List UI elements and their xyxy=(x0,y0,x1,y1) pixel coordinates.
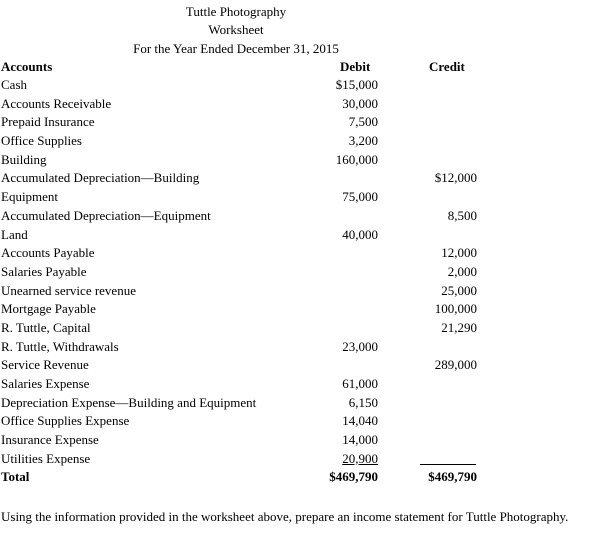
debit-amount: 20,900 xyxy=(342,450,378,466)
table-row xyxy=(0,338,600,357)
account-name: Accounts Payable xyxy=(1,245,95,261)
table-row xyxy=(0,132,600,151)
debit-amount: 14,040 xyxy=(342,413,378,429)
account-name: Insurance Expense xyxy=(1,432,99,448)
instruction-text: Using the information provided in the worksheet above, prepare an income statement for Tuttle Photography. xyxy=(1,509,569,524)
debit-amount: 160,000 xyxy=(335,151,378,167)
account-name: R. Tuttle, Withdrawals xyxy=(1,338,119,354)
debit-amount: 75,000 xyxy=(342,189,378,205)
credit-amount: 2,000 xyxy=(447,263,477,279)
table-row xyxy=(0,95,600,114)
table-row xyxy=(0,319,600,338)
report-title: Worksheet xyxy=(208,22,264,37)
table-row xyxy=(0,412,600,431)
account-name: Service Revenue xyxy=(1,357,89,373)
table-row xyxy=(0,76,600,95)
account-name: Accumulated Depreciation—Building xyxy=(1,170,200,186)
account-name: Office Supplies xyxy=(1,133,82,149)
table-row xyxy=(0,282,600,301)
account-name: R. Tuttle, Capital xyxy=(1,319,91,335)
table-row xyxy=(0,169,600,188)
account-name: Salaries Payable xyxy=(1,263,87,279)
total-label: Total xyxy=(1,469,30,485)
debit-amount: 30,000 xyxy=(342,95,378,111)
table-row xyxy=(0,207,600,226)
total-row xyxy=(0,468,600,487)
account-name: Equipment xyxy=(1,189,59,205)
debit-amount: 40,000 xyxy=(342,226,378,242)
total-debit: $469,790 xyxy=(329,469,378,485)
debit-amount: 14,000 xyxy=(342,432,378,448)
credit-amount: 25,000 xyxy=(441,282,477,298)
debit-amount: $15,000 xyxy=(335,77,378,92)
account-name: Mortgage Payable xyxy=(1,301,96,317)
credit-amount: 8,500 xyxy=(447,207,477,223)
account-name: Utilities Expense xyxy=(1,450,91,466)
table-row xyxy=(0,394,600,413)
account-name: Land xyxy=(1,226,28,242)
account-name: Prepaid Insurance xyxy=(1,114,95,130)
credit-amount: 100,000 xyxy=(434,301,477,317)
table-row xyxy=(0,226,600,245)
table-row xyxy=(0,113,600,132)
credit-amount: 21,290 xyxy=(441,319,477,335)
accounts-column-header: Accounts xyxy=(1,59,53,74)
total-credit: $469,790 xyxy=(428,469,477,485)
account-name: Cash xyxy=(1,77,27,92)
table-row xyxy=(0,375,600,394)
worksheet-table xyxy=(0,76,600,487)
debit-amount: 61,000 xyxy=(342,376,378,391)
table-row xyxy=(0,151,600,170)
account-name: Office Supplies Expense xyxy=(1,413,130,429)
debit-amount: 3,200 xyxy=(348,133,378,149)
credit-total-rule xyxy=(420,464,476,465)
table-row xyxy=(0,300,600,319)
credit-amount: 289,000 xyxy=(434,357,477,373)
account-name: Accumulated Depreciation—Equipment xyxy=(1,207,211,223)
table-row xyxy=(0,188,600,207)
account-name: Salaries Expense xyxy=(1,376,90,391)
report-period: For the Year Ended December 31, 2015 xyxy=(133,41,339,56)
table-row xyxy=(0,450,600,469)
table-row xyxy=(0,356,600,375)
account-name: Building xyxy=(1,151,47,167)
company-name: Tuttle Photography xyxy=(185,4,287,19)
table-row xyxy=(0,431,600,450)
debit-amount: 7,500 xyxy=(348,114,378,130)
credit-amount: 12,000 xyxy=(441,245,477,261)
debit-column-header: Debit xyxy=(340,59,371,74)
table-row xyxy=(0,244,600,263)
account-name: Accounts Receivable xyxy=(1,95,112,111)
account-name: Unearned service revenue xyxy=(1,282,136,298)
account-name: Depreciation Expense—Building and Equipment xyxy=(1,394,257,410)
credit-amount: $12,000 xyxy=(434,170,477,186)
table-row xyxy=(0,263,600,282)
debit-amount: 23,000 xyxy=(342,338,378,354)
credit-column-header: Credit xyxy=(429,59,465,74)
debit-amount: 6,150 xyxy=(348,394,378,410)
